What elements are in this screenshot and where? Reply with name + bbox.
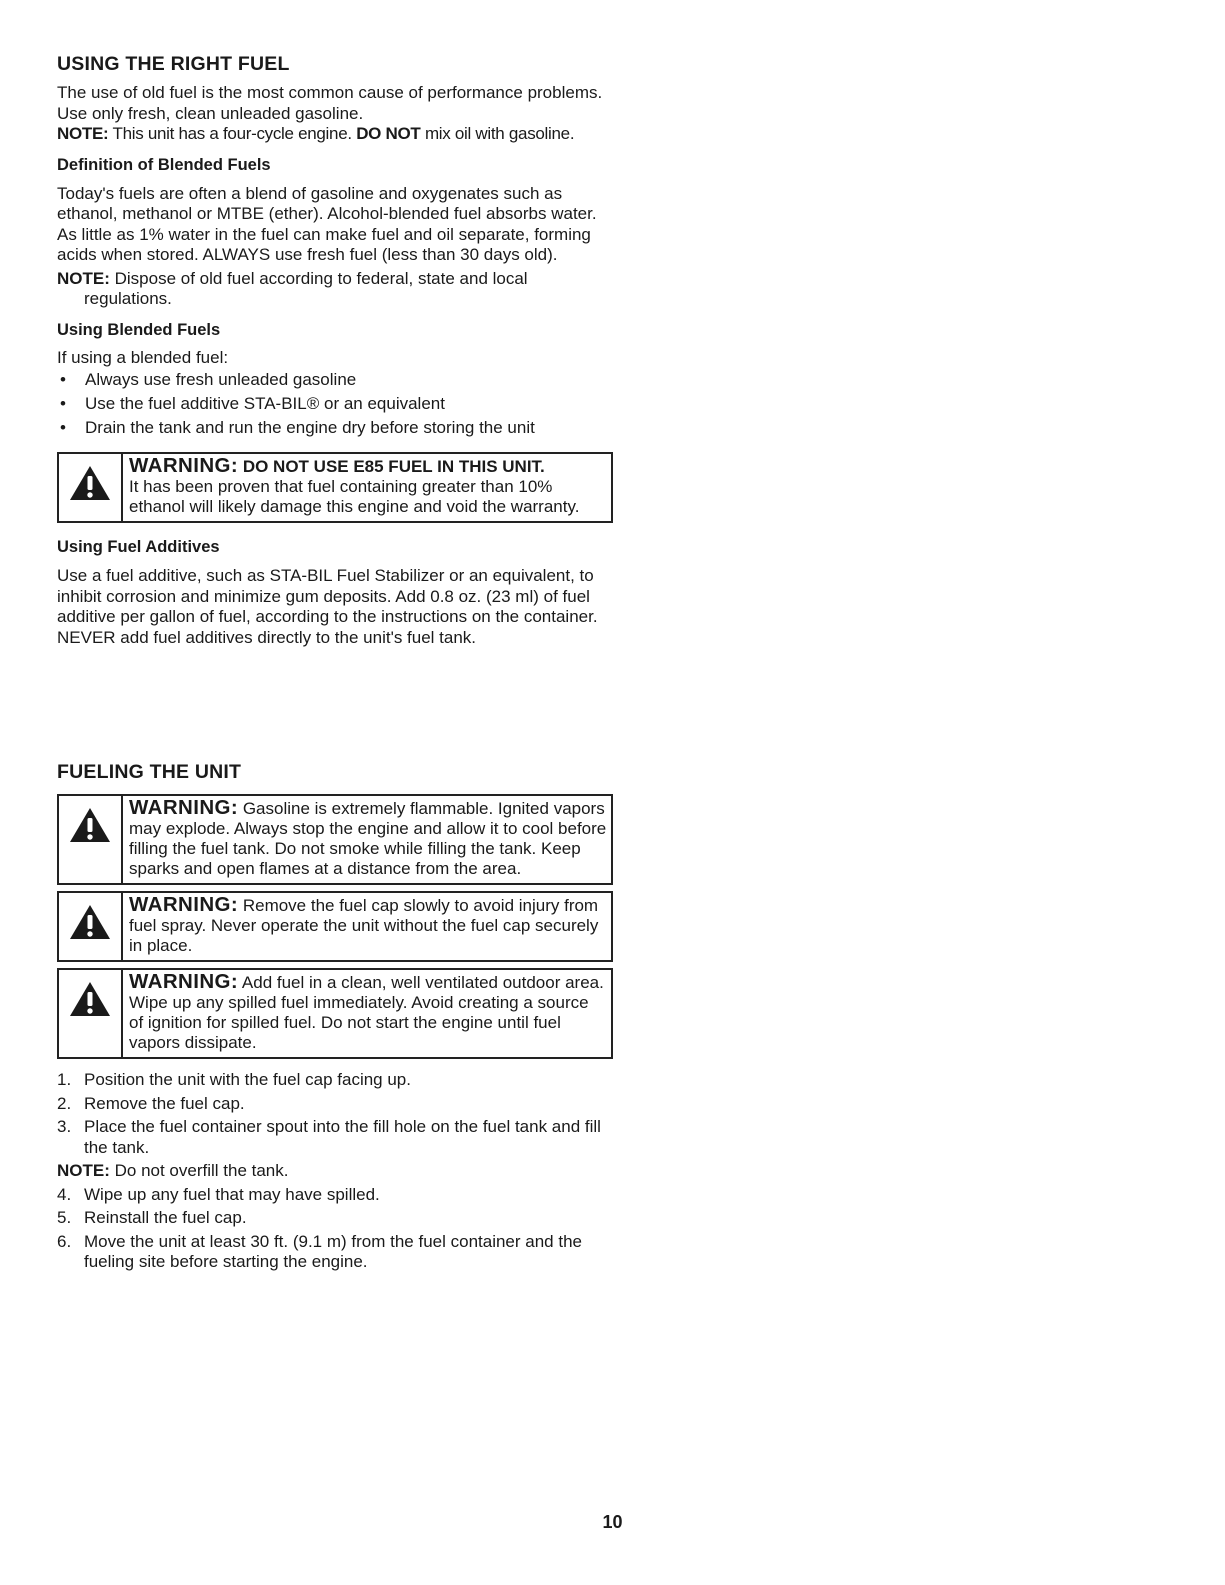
warning-triangle-icon	[68, 980, 112, 1018]
warning-body: Gasoline is extremely flammable. Ignited vapors may explode. Always stop the engine and allow it to cool before filling the fuel tank. Do not smoke while filling the tank. Keep sparks and open flames at a distance from the area.	[129, 799, 607, 878]
list-item	[57, 1185, 605, 1206]
heading-fuel-additives: Using Fuel Additives	[57, 538, 220, 556]
note-text: Do not overfill the tank.	[109, 1161, 289, 1180]
step-text: Move the unit at least 30 ft. (9.1 m) from the fuel container and the fueling site before starting the engine.	[84, 1231, 582, 1271]
warning-text-cell	[123, 796, 611, 883]
warning-icon-cell	[59, 796, 123, 883]
bullet-marker: •	[60, 418, 66, 437]
step-text: Remove the fuel cap.	[84, 1093, 245, 1113]
step-number: 5.	[57, 1208, 72, 1227]
heading-definition-blended: Definition of Blended Fuels	[57, 155, 271, 174]
fueling-steps-list	[57, 1070, 605, 1158]
warning-body: It has been proven that fuel containing greater than 10% ethanol will likely damage this engine and void the warranty.	[129, 477, 580, 516]
step-text: Place the fuel container spout into the fill hole on the fuel tank and fill the tank.	[84, 1117, 601, 1157]
bullet-text: Use the fuel additive STA-BIL® or an equivalent	[85, 394, 445, 413]
note-emphasis: DO NOT	[356, 124, 421, 143]
warning-label: WARNING:	[129, 970, 239, 993]
note-overfill	[57, 1161, 605, 1182]
warning-box-e85	[57, 452, 613, 523]
bullet-text: Drain the tank and run the engine dry before storing the unit	[85, 418, 535, 437]
note-label: NOTE:	[57, 124, 109, 143]
warning-label: WARNING:	[129, 893, 239, 916]
step-number: 1.	[57, 1070, 72, 1089]
blended-intro: If using a blended fuel:	[57, 347, 229, 367]
note-text-b: mix oil with gasoline.	[420, 124, 575, 143]
warning-label: WARNING:	[129, 796, 239, 819]
warning-triangle-icon	[68, 903, 112, 941]
warning-triangle-icon	[68, 464, 112, 502]
page-column	[57, 52, 605, 1273]
fueling-steps-list-continued	[57, 1185, 605, 1273]
step-number: 2.	[57, 1093, 72, 1113]
step-number: 6.	[57, 1231, 72, 1251]
step-number: 3.	[57, 1117, 72, 1136]
additives-paragraph: Use a fuel additive, such as STA-BIL Fuel Stabilizer or an equivalent, to inhibit corrosion and minimize gum deposits. Add 0.8 oz. (23 ml) of fuel additive per gallon of fuel, according to the instructions on the container. NEVER add fuel additives directly to the unit's fuel tank.	[57, 566, 598, 647]
warning-box-flammable	[57, 794, 613, 885]
warning-headline: DO NOT USE E85 FUEL IN THIS UNIT.	[238, 457, 545, 476]
note-text-a: This unit has a four-cycle engine.	[108, 124, 357, 143]
bullet-text: Always use fresh unleaded gasoline	[85, 370, 357, 389]
warning-body: Add fuel in a clean, well ventilated outdoor area. Wipe up any spilled fuel immediately. Avoid creating a source of ignition for spilled fuel. Do not start the engine until fuel vapors dissipate.	[129, 973, 604, 1052]
bullet-marker: •	[60, 394, 66, 413]
warning-icon-cell	[59, 893, 123, 960]
note-dispose	[57, 269, 605, 310]
warning-box-fuel-cap	[57, 891, 613, 962]
warning-icon-cell	[59, 454, 123, 521]
warning-text-cell	[123, 970, 611, 1057]
step-text: Position the unit with the fuel cap facing up.	[84, 1070, 411, 1089]
note-label: NOTE:	[57, 268, 110, 288]
page-number: 10	[602, 1512, 623, 1532]
intro-paragraph: The use of old fuel is the most common cause of performance problems. Use only fresh, clean unleaded gasoline.	[57, 83, 603, 123]
list-item	[57, 1070, 605, 1091]
heading-using-blended: Using Blended Fuels	[57, 320, 221, 339]
warning-box-ventilation	[57, 968, 613, 1059]
step-text: Wipe up any fuel that may have spilled.	[84, 1184, 380, 1204]
note-label: NOTE:	[57, 1161, 110, 1180]
note-text: Dispose of old fuel according to federal, state and local regulations.	[84, 268, 528, 308]
list-item	[57, 1094, 605, 1115]
list-item	[57, 1117, 605, 1158]
warning-body: Remove the fuel cap slowly to avoid injury from fuel spray. Never operate the unit without the fuel cap securely in place.	[129, 896, 599, 955]
warning-text-cell	[123, 454, 611, 521]
section-title-right-fuel: USING THE RIGHT FUEL	[57, 53, 290, 75]
warning-text-cell	[123, 893, 611, 960]
warning-triangle-icon	[68, 806, 112, 844]
warning-icon-cell	[59, 970, 123, 1057]
list-item	[57, 368, 605, 392]
list-item	[57, 392, 605, 416]
list-item	[57, 1208, 605, 1229]
step-text: Reinstall the fuel cap.	[84, 1208, 247, 1227]
blended-bullet-list	[57, 368, 605, 440]
definition-paragraph: Today's fuels are often a blend of gasoline and oxygenates such as ethanol, methanol or MTBE (ether). Alcohol-blended fuel absorbs water. As little as 1% water in the fuel can make fuel and oil separate, forming acids when stored. ALWAYS use fresh fuel (less than 30 days old).	[57, 183, 597, 264]
list-item	[57, 1232, 605, 1273]
bullet-marker: •	[60, 370, 66, 389]
note-four-cycle	[57, 124, 605, 145]
section-title-fueling: FUELING THE UNIT	[57, 761, 242, 783]
list-item	[57, 416, 605, 440]
step-number: 4.	[57, 1184, 72, 1204]
warning-label: WARNING:	[129, 454, 239, 477]
